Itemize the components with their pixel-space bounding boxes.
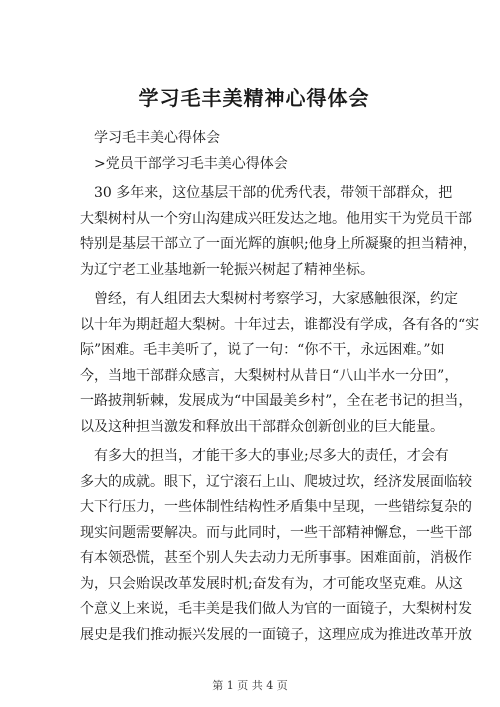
document-title: 学习毛丰美精神心得体会 (138, 86, 370, 110)
paragraph-line: 特别是基层干部立了一面光辉的旗帜;他身上所凝聚的担当精神， (80, 236, 477, 252)
paragraph-line: 多大的成就。眼下，辽宁滚石上山、爬坡过坎，经济发展面临较 (80, 473, 472, 490)
paragraph-1 (80, 181, 477, 283)
paragraph-line: 大下行压力，一些体制性结构性矛盾集中呈现，一些错综复杂的 (80, 499, 472, 515)
paragraph-line: 以及这种担当激发和释放出干部群众创新创业的巨大能量。 (80, 418, 444, 435)
paragraph-line: 个意义上来说，毛丰美是我们做人为官的一面镜子，大梨树村发 (80, 601, 472, 617)
paragraph-line: 30 多年来，这位基层干部的优秀代表，带领干部群众，把 (94, 185, 453, 201)
paragraph-line: 有本领恐慌，甚至个别人失去动力无所事事。困难面前，消极作 (80, 550, 472, 566)
paragraph-line: 展史是我们推动振兴发展的一面镜子，这理应成为推进改革开放 (80, 626, 472, 643)
paragraph-line: 以十年为期赶超大梨树。十年过去，谁都没有学成，各有各的“实 (80, 316, 480, 333)
sub-heading: >党员干部学习毛丰美心得体会 (94, 155, 288, 172)
paragraph-2 (80, 287, 480, 440)
paragraph-line: 际”困难。毛丰美听了，说了一句：“你不干，永远困难。”如 (80, 342, 445, 358)
paragraph-line: 为，只会贻误改革发展时机;奋发有为，才可能攻坚克难。从这 (80, 575, 463, 592)
paragraph-line: 一路披荆斩棘，发展成为“中国最美乡村”，全在老书记的担当， (80, 393, 473, 409)
paragraph-line: 曾经，有人组团去大梨树村考察学习，大家感触很深，约定 (94, 291, 458, 307)
paragraph-3 (80, 444, 472, 648)
paragraph-line: 大梨树村从一个穷山沟建成兴旺发达之地。他用实干为党员干部 (80, 210, 472, 227)
page-footer: 第 1 页 共 4 页 (212, 679, 288, 692)
subtitle: 学习毛丰美心得体会 (94, 130, 220, 146)
paragraph-line: 现实问题需要解决。而与此同时，一些干部精神懈怠，一些干部 (80, 524, 472, 541)
paragraph-line: 今，当地干部群众感言，大梨树村从昔日“八山半水一分田”， (80, 367, 459, 384)
paragraph-line: 为辽宁老工业基地新一轮振兴树起了精神坐标。 (80, 261, 374, 278)
paragraph-line: 有多大的担当，才能干多大的事业;尽多大的责任，才会有 (94, 448, 449, 464)
